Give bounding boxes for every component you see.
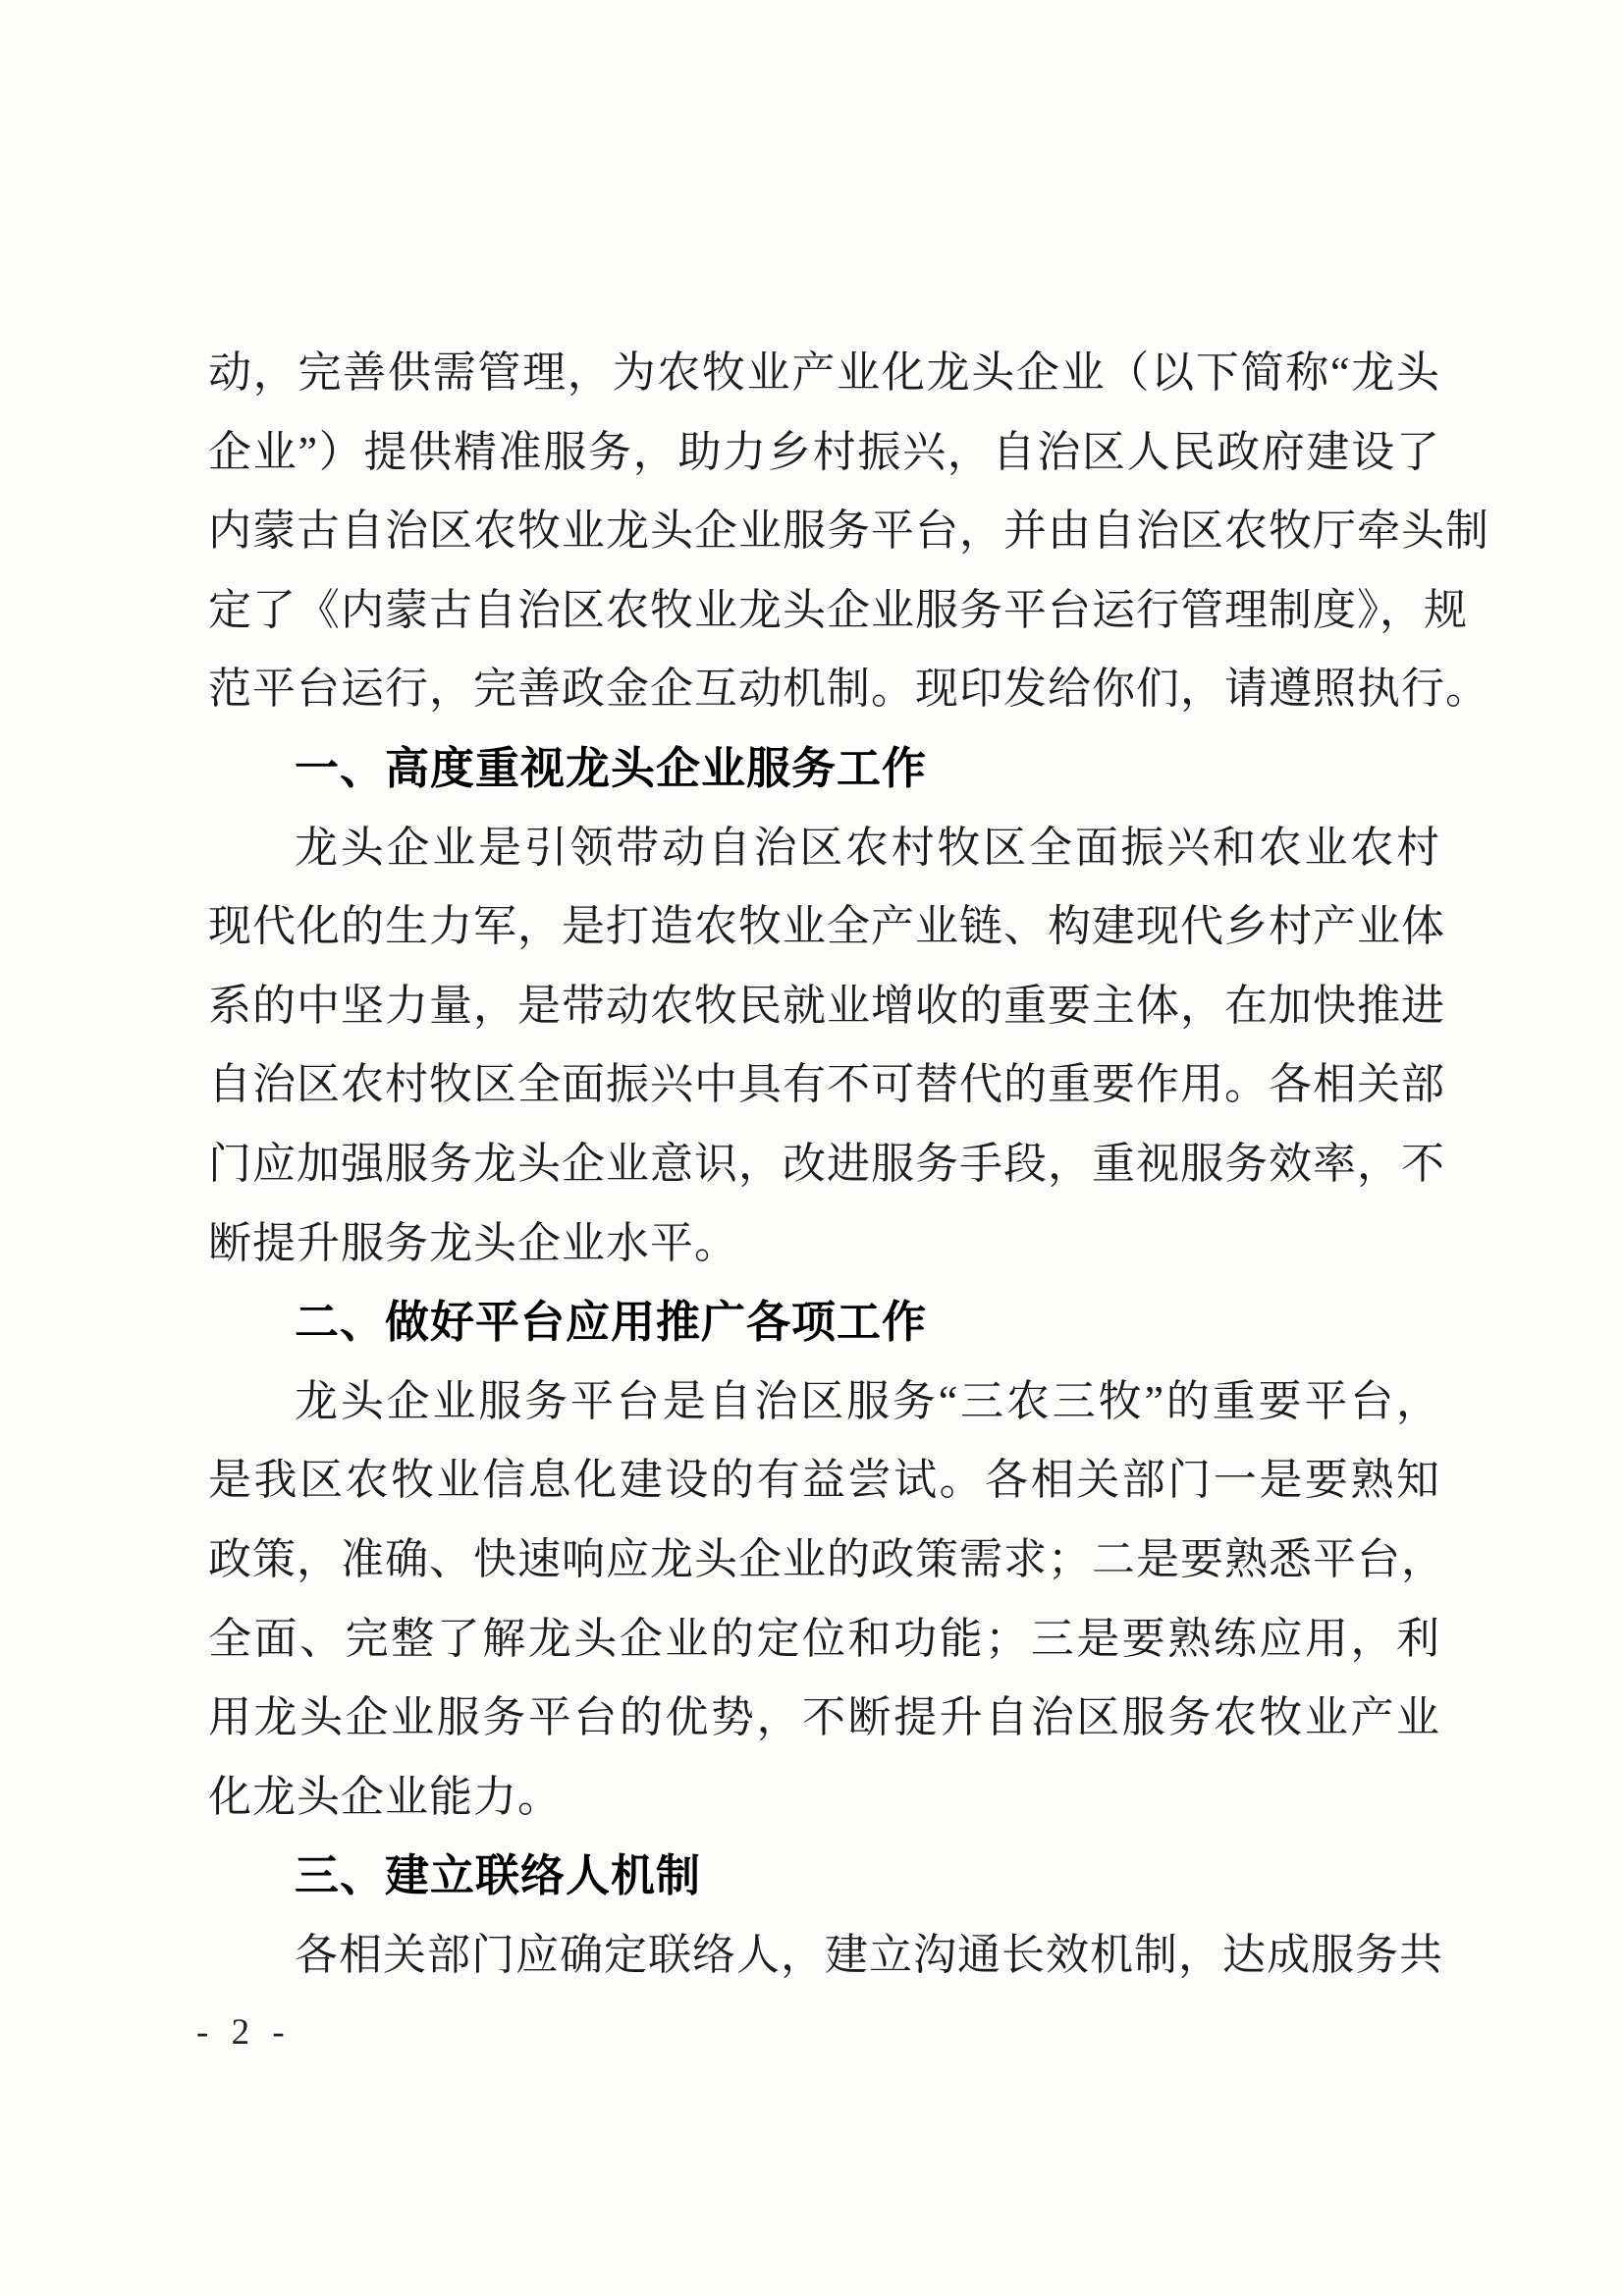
section-heading-1: 一、高度重视龙头企业服务工作	[295, 742, 928, 793]
section-heading-3: 三、建立联络人机制	[295, 1850, 702, 1901]
page-number: - 2 -	[196, 2012, 292, 2053]
body-line: 内蒙古自治区农牧业龙头企业服务平台，并由自治区农牧厅牵头制	[208, 507, 1489, 556]
body-line: 全面、完整了解龙头企业的定位和功能；三是要熟练应用，利	[208, 1614, 1440, 1663]
body-line: 范平台运行，完善政金企互动机制。现印发给你们，请遵照执行。	[208, 665, 1489, 714]
document-body	[208, 334, 1489, 1995]
body-line: 化龙头企业能力。	[208, 1772, 562, 1821]
body-line: 各相关部门应确定联络人，建立沟通长效机制，达成服务共	[295, 1930, 1443, 1979]
section-heading-2: 二、做好平台应用推广各项工作	[295, 1297, 928, 1348]
body-line: 用龙头企业服务平台的优势，不断提升自治区服务农牧业产业	[208, 1693, 1440, 1742]
body-line: 龙头企业是引领带动自治区农村牧区全面振兴和农业农村	[295, 823, 1440, 872]
body-line: 龙头企业服务平台是自治区服务“三农三牧”的重要平台，	[295, 1376, 1440, 1425]
body-line: 是我区农牧业信息化建设的有益尝试。各相关部门一是要熟知	[208, 1456, 1440, 1505]
body-line: 定了《内蒙古自治区农牧业龙头企业服务平台运行管理制度》，规	[208, 585, 1468, 634]
body-line: 企业”）提供精准服务，助力乡村振兴，自治区人民政府建设了	[208, 427, 1440, 476]
body-line: 系的中坚力量，是带动农牧民就业增收的重要主体，在加快推进	[208, 981, 1445, 1030]
body-line: 门应加强服务龙头企业意识，改进服务手段，重视服务效率，不	[208, 1139, 1445, 1188]
body-line: 动，完善供需管理，为农牧业产业化龙头企业（以下简称“龙头	[208, 348, 1440, 397]
body-line: 现代化的生力军，是打造农牧业全产业链、构建现代乡村产业体	[208, 902, 1445, 951]
body-line: 断提升服务龙头企业水平。	[208, 1218, 738, 1267]
body-line: 政策，准确、快速响应龙头企业的政策需求；二是要熟悉平台，	[208, 1534, 1445, 1583]
body-line: 自治区农村牧区全面振兴中具有不可替代的重要作用。各相关部	[208, 1060, 1445, 1109]
